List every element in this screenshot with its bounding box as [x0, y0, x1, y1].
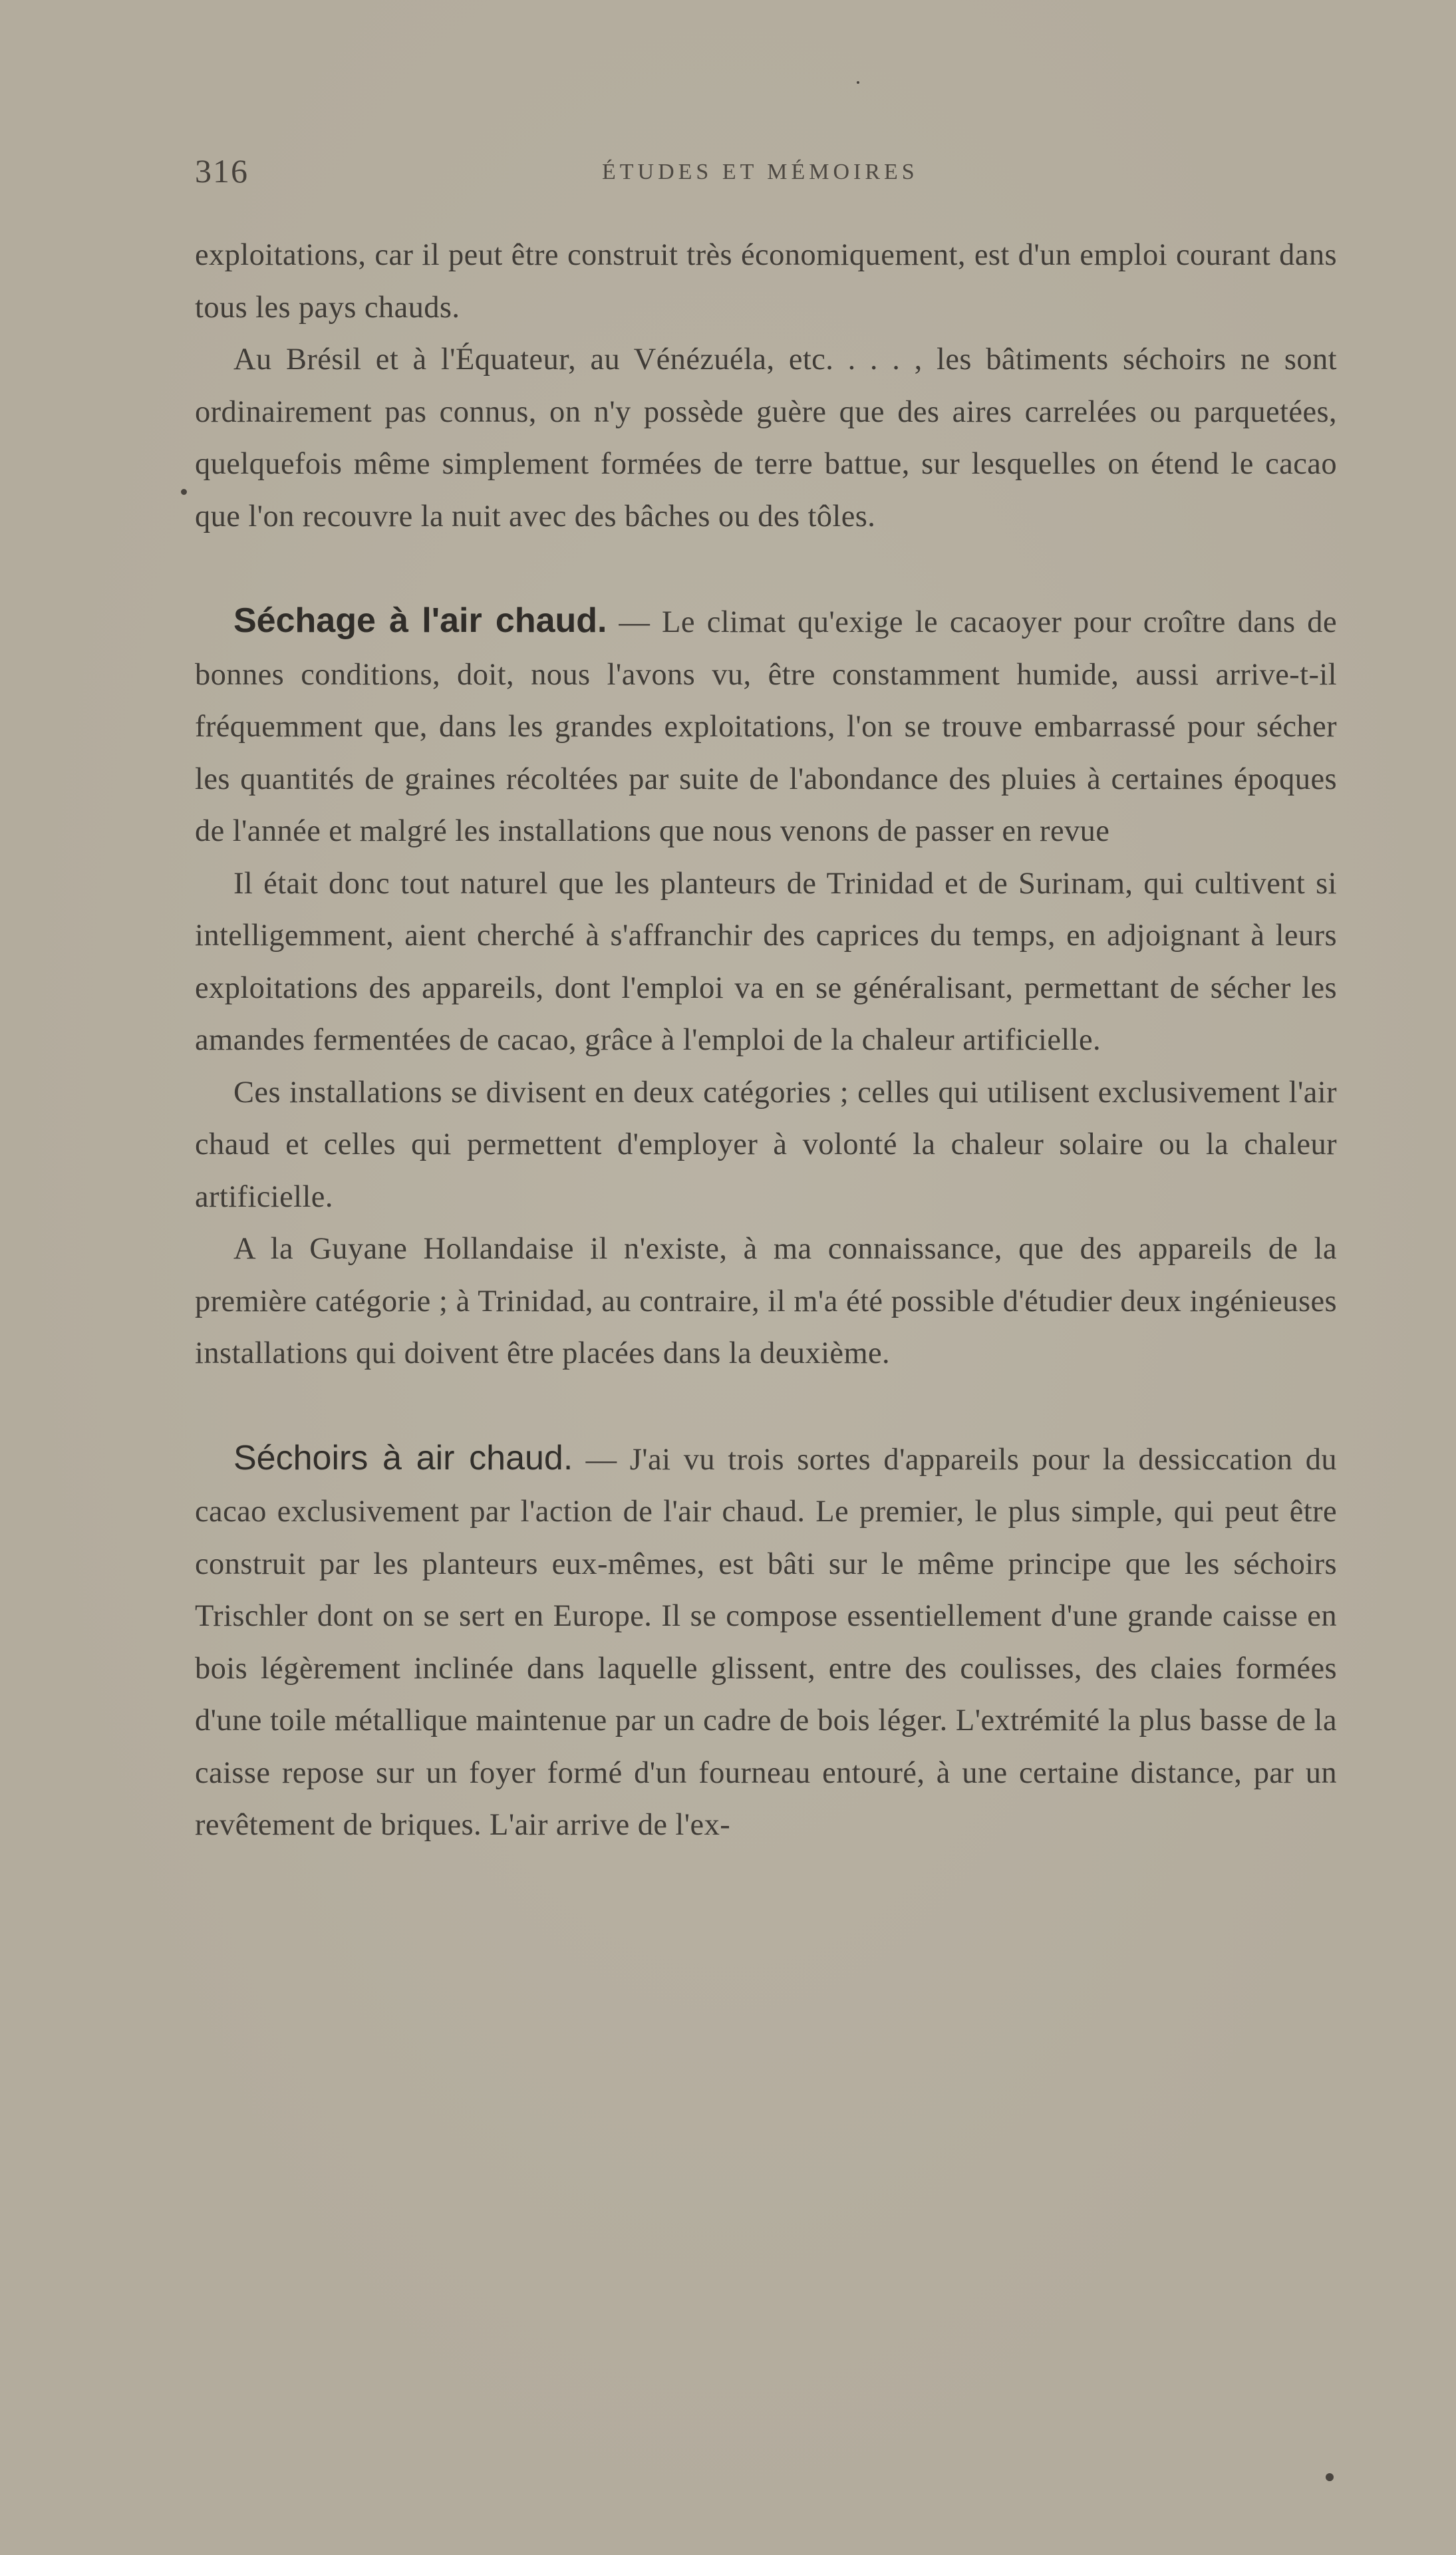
page-number: 316 [195, 152, 249, 190]
paragraph-guyane [195, 1223, 1337, 1380]
body-text [195, 229, 1337, 1852]
paragraph-bresil [195, 334, 1337, 543]
paragraph-categories [195, 1067, 1337, 1224]
paragraph-text: Ces installations se divisent en deux catégories ; celles qui utilisent exclusivement l'air chaud et celles qui permettent d'employer à volonté la chaleur solaire ou la chaleur artificielle. [195, 1075, 1337, 1214]
paragraph-text: — J'ai vu trois sortes d'appareils pour la dessiccation du cacao exclusivement par l'action de l'air chaud. Le premier, le plus simple, qui peut être construit par les planteurs eux-mêmes, est bâti sur le même principe que les séchoirs Trischler dont on se sert en Europe. Il se compose essentiellement d'une grande caisse en bois légèrement inclinée dans laquelle glissent, entre des coulisses, des claies formées d'une toile métallique maintenue par un cadre de bois léger. L'extrémité la plus basse de la caisse repose sur un foyer formé d'un fourneau entouré, à une certaine distance, par un revêtement de briques. L'air arrive de l'ex- [195, 1442, 1337, 1842]
running-title: ÉTUDES ET MÉMOIRES [602, 160, 919, 184]
paragraph-text: exploitations, car il peut être construit très économiquement, est d'un emploi courant dans tous les pays chauds. [195, 238, 1337, 325]
ink-speck [857, 81, 859, 84]
section-heading: Séchoirs à air chaud. [233, 1438, 573, 1477]
paragraph-sechoirs-air-chaud [195, 1432, 1337, 1852]
section-heading: Séchage à l'air chaud. [233, 601, 607, 640]
paragraph-text: Au Brésil et à l'Équateur, au Vénézuéla, etc. . . . , les bâtiments séchoirs ne sont ordinairement pas connus, on n'y possède guère que des aires carrelées ou parquetées, quelquefois même simplement formées de terre battue, sur lesquelles on étend le cacao que l'on recouvre la nuit avec des bâches ou des tôles. [195, 343, 1337, 533]
paragraph-continuation [195, 229, 1337, 334]
paragraph-trinidad-surinam [195, 858, 1337, 1067]
running-head [0, 152, 1456, 192]
paragraph-text: A la Guyane Hollandaise il n'existe, à ma connaissance, que des appareils de la première catégorie ; à Trinidad, au contraire, il m'a été possible d'étudier deux ingénieuses installations qui doivent être placées dans la deuxième. [195, 1232, 1337, 1370]
ink-speck [1326, 2473, 1334, 2481]
paragraph-text: — Le climat qu'exige le cacaoyer pour croître dans de bonnes conditions, doit, nous l'avons vu, être constamment humide, aussi arrive-t-il fréquemment que, dans les grandes exploitations, l'on se trouve embarrassé pour sécher les quantités de graines récoltées par suite de l'abondance des pluies à certaines époques de l'année et malgré les installations que nous venons de passer en revue [195, 605, 1337, 848]
ink-speck [181, 489, 187, 495]
paragraph-text: Il était donc tout naturel que les planteurs de Trinidad et de Surinam, qui cultivent si intelligemment, aient cherché à s'affranchir des caprices du temps, en adjoignant à leurs exploitations des appareils, dont l'emploi va en se généralisant, permettant de sécher les amandes fermentées de cacao, grâce à l'emploi de la chaleur artificielle. [195, 866, 1337, 1057]
paragraph-sechage-air-chaud [195, 595, 1337, 858]
